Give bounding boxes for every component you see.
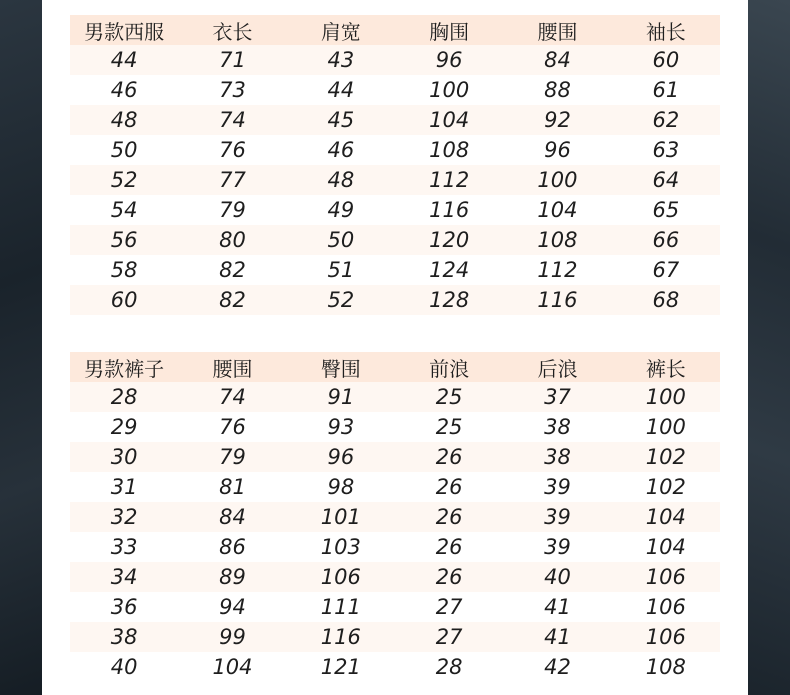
suit-table-cell: 77 [219, 168, 246, 192]
suit-table-cell: 49 [327, 198, 355, 222]
pants-table-row [70, 562, 720, 592]
suit-table-cell: 60 [110, 288, 138, 312]
suit-header-cell: 腰围 [537, 19, 578, 44]
suit-table-cell: 58 [110, 258, 138, 282]
suit-table-cell: 96 [544, 138, 571, 162]
pants-table-cell: 36 [110, 595, 138, 619]
pants-table-cell: 103 [320, 535, 361, 559]
pants-table-row [70, 442, 720, 472]
pants-table-cell: 100 [645, 415, 686, 439]
suit-table-row [70, 255, 720, 285]
pants-table-cell: 26 [435, 505, 463, 529]
suit-header-cell: 袖长 [645, 19, 686, 44]
pants-table-cell: 38 [544, 445, 571, 469]
right-dark-background [748, 0, 790, 695]
pants-table-cell: 116 [320, 625, 361, 649]
suit-table-cell: 88 [544, 78, 571, 102]
suit-size-table [70, 15, 720, 315]
pants-table-cell: 102 [645, 445, 686, 469]
suit-table-cell: 50 [110, 138, 138, 162]
suit-table-cell: 104 [537, 198, 578, 222]
pants-table-cell: 26 [435, 565, 463, 589]
left-dark-background [0, 0, 42, 695]
suit-table-cell: 43 [327, 48, 355, 72]
pants-table-cell: 25 [435, 415, 463, 439]
pants-header-cell: 裤长 [645, 356, 686, 381]
pants-table-cell: 76 [219, 415, 246, 439]
pants-table-cell: 28 [110, 385, 138, 409]
suit-table-cell: 50 [327, 228, 355, 252]
suit-table-cell: 71 [219, 48, 246, 72]
suit-table-cell: 79 [219, 198, 246, 222]
suit-table-cell: 128 [429, 288, 470, 312]
pants-table-cell: 104 [212, 655, 253, 679]
pants-table-cell: 98 [327, 475, 355, 499]
pants-table-cell: 26 [435, 475, 463, 499]
suit-table-row [70, 195, 720, 225]
pants-table-cell: 25 [435, 385, 463, 409]
suit-table-cell: 68 [652, 288, 680, 312]
suit-table-cell: 54 [110, 198, 138, 222]
pants-table-cell: 40 [110, 655, 138, 679]
suit-table-cell: 76 [219, 138, 246, 162]
suit-header-cell: 胸围 [429, 19, 470, 44]
suit-table-row [70, 225, 720, 255]
suit-table-cell: 46 [327, 138, 355, 162]
pants-table-cell: 121 [320, 655, 361, 679]
suit-table-cell: 100 [537, 168, 578, 192]
pants-header-cell: 前浪 [429, 356, 470, 381]
pants-table-cell: 38 [110, 625, 138, 649]
pants-table-cell: 32 [110, 505, 138, 529]
suit-table-cell: 64 [652, 168, 680, 192]
pants-table-cell: 102 [645, 475, 686, 499]
pants-table-cell: 37 [544, 385, 571, 409]
pants-table-cell: 111 [320, 595, 361, 619]
pants-table-cell: 74 [219, 385, 246, 409]
suit-table-cell: 48 [110, 108, 138, 132]
suit-table-cell: 96 [435, 48, 463, 72]
pants-table-cell: 38 [544, 415, 571, 439]
pants-header-cell: 男款裤子 [84, 356, 165, 381]
pants-table-cell: 81 [219, 475, 246, 499]
suit-table-cell: 80 [219, 228, 246, 252]
suit-table-cell: 100 [429, 78, 470, 102]
suit-table-cell: 67 [652, 258, 680, 282]
suit-table-cell: 56 [110, 228, 138, 252]
suit-table-cell: 73 [219, 78, 246, 102]
suit-table-cell: 46 [110, 78, 138, 102]
pants-table-cell: 27 [435, 625, 463, 649]
pants-table-cell: 106 [320, 565, 361, 589]
pants-table-cell: 93 [327, 415, 355, 439]
suit-table-cell: 45 [327, 108, 355, 132]
pants-table-cell: 40 [544, 565, 571, 589]
pants-table-cell: 106 [645, 565, 686, 589]
suit-table-row [70, 165, 720, 195]
suit-table-cell: 84 [544, 48, 571, 72]
pants-table-cell: 39 [544, 505, 571, 529]
pants-header-row [70, 352, 720, 382]
pants-table-cell: 30 [110, 445, 138, 469]
pants-table-cell: 101 [320, 505, 361, 529]
suit-header-cell: 肩宽 [320, 19, 361, 44]
suit-table-cell: 120 [429, 228, 470, 252]
suit-table-cell: 65 [652, 198, 680, 222]
pants-table-cell: 84 [219, 505, 246, 529]
pants-table-cell: 104 [645, 535, 686, 559]
pants-table-cell: 39 [544, 475, 571, 499]
suit-table-cell: 61 [652, 78, 680, 102]
suit-table-cell: 62 [652, 108, 680, 132]
pants-table-row [70, 502, 720, 532]
suit-header-cell: 衣长 [212, 19, 253, 44]
pants-header-cell: 后浪 [537, 356, 578, 381]
pants-table-cell: 28 [435, 655, 463, 679]
pants-table-cell: 39 [544, 535, 571, 559]
pants-header-cell: 臀围 [320, 356, 361, 381]
pants-table-cell: 27 [435, 595, 463, 619]
pants-table-cell: 79 [219, 445, 246, 469]
suit-table-cell: 66 [652, 228, 680, 252]
pants-table-cell: 104 [645, 505, 686, 529]
pants-table-cell: 86 [219, 535, 246, 559]
suit-table-cell: 108 [537, 228, 578, 252]
pants-table-cell: 96 [327, 445, 355, 469]
suit-table-cell: 116 [429, 198, 470, 222]
pants-table-cell: 91 [327, 385, 355, 409]
pants-table-row [70, 532, 720, 562]
pants-table-cell: 108 [645, 655, 686, 679]
pants-table-row [70, 412, 720, 442]
pants-table-cell: 106 [645, 625, 686, 649]
pants-table-row [70, 652, 720, 682]
pants-table-cell: 41 [544, 625, 571, 649]
pants-table-row [70, 592, 720, 622]
suit-table-row [70, 285, 720, 315]
size-chart-panel [42, 0, 748, 695]
pants-table-cell: 99 [219, 625, 246, 649]
pants-size-table [70, 352, 720, 682]
suit-table-cell: 112 [429, 168, 470, 192]
suit-header-cell: 男款西服 [84, 19, 165, 44]
suit-table-cell: 92 [544, 108, 571, 132]
suit-table-cell: 44 [110, 48, 138, 72]
pants-table-cell: 29 [110, 415, 138, 439]
pants-table-row [70, 472, 720, 502]
pants-table-cell: 42 [544, 655, 571, 679]
suit-table-cell: 112 [537, 258, 578, 282]
suit-table-cell: 60 [652, 48, 680, 72]
pants-table-cell: 34 [110, 565, 138, 589]
pants-table-cell: 106 [645, 595, 686, 619]
suit-table-cell: 52 [110, 168, 138, 192]
pants-table-cell: 100 [645, 385, 686, 409]
pants-header-cell: 腰围 [212, 356, 253, 381]
suit-header-row [70, 15, 720, 45]
suit-table-cell: 104 [429, 108, 470, 132]
suit-table-cell: 74 [219, 108, 246, 132]
pants-table-row [70, 622, 720, 652]
suit-table-cell: 82 [219, 288, 246, 312]
pants-table-cell: 89 [219, 565, 246, 589]
suit-table-cell: 124 [429, 258, 470, 282]
suit-table-cell: 116 [537, 288, 578, 312]
suit-table-cell: 108 [429, 138, 470, 162]
suit-table-cell: 48 [327, 168, 355, 192]
pants-table-cell: 33 [110, 535, 138, 559]
pants-table-cell: 31 [110, 475, 138, 499]
suit-table-cell: 51 [327, 258, 355, 282]
pants-table-cell: 94 [219, 595, 246, 619]
pants-table-cell: 26 [435, 445, 463, 469]
suit-table-cell: 63 [652, 138, 680, 162]
pants-table-cell: 26 [435, 535, 463, 559]
suit-table-cell: 82 [219, 258, 246, 282]
suit-table-cell: 52 [327, 288, 355, 312]
suit-table-row [70, 105, 720, 135]
suit-table-row [70, 135, 720, 165]
pants-table-row [70, 382, 720, 412]
suit-table-cell: 44 [327, 78, 355, 102]
suit-table-row [70, 45, 720, 75]
pants-table-cell: 41 [544, 595, 571, 619]
suit-table-row [70, 75, 720, 105]
